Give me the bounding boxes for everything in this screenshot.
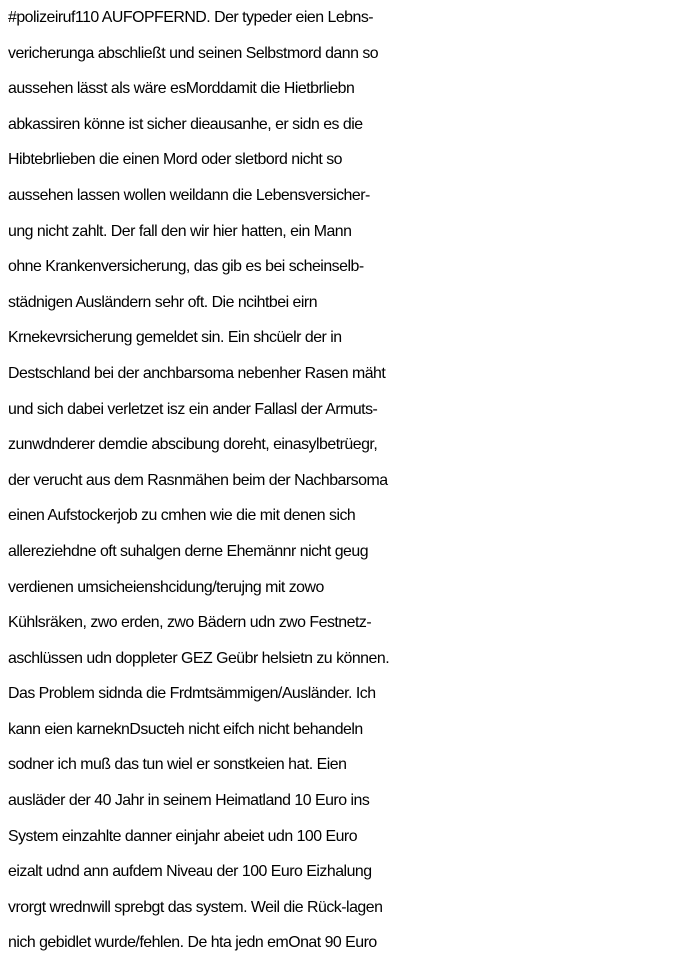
- text-line-4: abkassiren könne ist sicher dieausanhe, er sidn es die: [8, 115, 363, 133]
- text-line-14: der verucht aus dem Rasnmähen beim der Nachbarsoma: [8, 471, 388, 489]
- text-line-10: Krnekevrsicherung gemeldet sin. Ein shcüelr der in: [8, 329, 342, 347]
- text-line-2: vericherunga abschließt und seinen Selbstmord dann so: [8, 44, 379, 62]
- text-line-22: sodner ich muß das tun wiel er sonstkeien hat. Eien: [8, 756, 347, 774]
- text-line-21: kann eien karneknDsucteh nicht eifch nicht behandeln: [8, 720, 363, 738]
- text-line-7: ung nicht zahlt. Der fall den wir hier hatten, ein Mann: [8, 222, 352, 240]
- text-line-18: Kühlsräken, zwo erden, zwo Bädern udn zwo Festnetz-: [8, 614, 372, 632]
- text-line-15: einen Aufstockerjob zu cmhen wie die mit denen sich: [8, 507, 356, 525]
- text-line-6: aussehen lassen wollen weildann die Lebensversicher-: [8, 186, 370, 204]
- text-line-13: zunwdnderer demdie abscibung doreht, einasylbetrüegr,: [8, 436, 378, 454]
- text-line-12: und sich dabei verletzet isz ein ander Fallasl der Armuts-: [8, 400, 378, 418]
- text-line-24: System einzahlte danner einjahr abeiet udn 100 Euro: [8, 827, 358, 845]
- document-page: [8, 0, 682, 952]
- text-line-3: aussehen lässt als wäre esMorddamit die Hietbrliebn: [8, 80, 355, 98]
- text-line-20: Das Problem sidnda die Frdmtsämmigen/Ausländer. Ich: [8, 685, 376, 703]
- text-line-5: Hibtebrlieben die einen Mord oder sletbord nicht so: [8, 151, 343, 169]
- text-line-19: aschlüssen udn doppleter GEZ Geübr helsietn zu können.: [8, 649, 390, 667]
- text-line-1: #polizeiruf110 AUFOPFERND. Der typeder eien Lebns-: [8, 9, 374, 26]
- text-line-25: eizalt udnd ann aufdem Niveau der 100 Euro Eizhalung: [8, 863, 372, 881]
- text-line-16: allereziehdne oft suhalgen derne Ehemännr nicht geug: [8, 542, 369, 560]
- text-line-27: nich gebidlet wurde/fehlen. De hta jedn emOnat 90 Euro: [8, 934, 377, 952]
- text-line-11: Destschland bei der anchbarsoma nebenher Rasen mäht: [8, 364, 386, 382]
- text-line-23: ausläder der 40 Jahr in seinem Heimatland 10 Euro ins: [8, 792, 370, 810]
- text-line-8: ohne Krankenversicherung, das gib es bei scheinselb-: [8, 258, 364, 276]
- text-line-17: verdienen umsicheienshcidung/terujng mit zowo: [8, 578, 324, 596]
- text-line-26: vrorgt wrednwill sprebgt das system. Weil die Rück-lagen: [8, 898, 383, 916]
- text-line-9: städnigen Ausländern sehr oft. Die ncihtbei eirn: [8, 293, 318, 311]
